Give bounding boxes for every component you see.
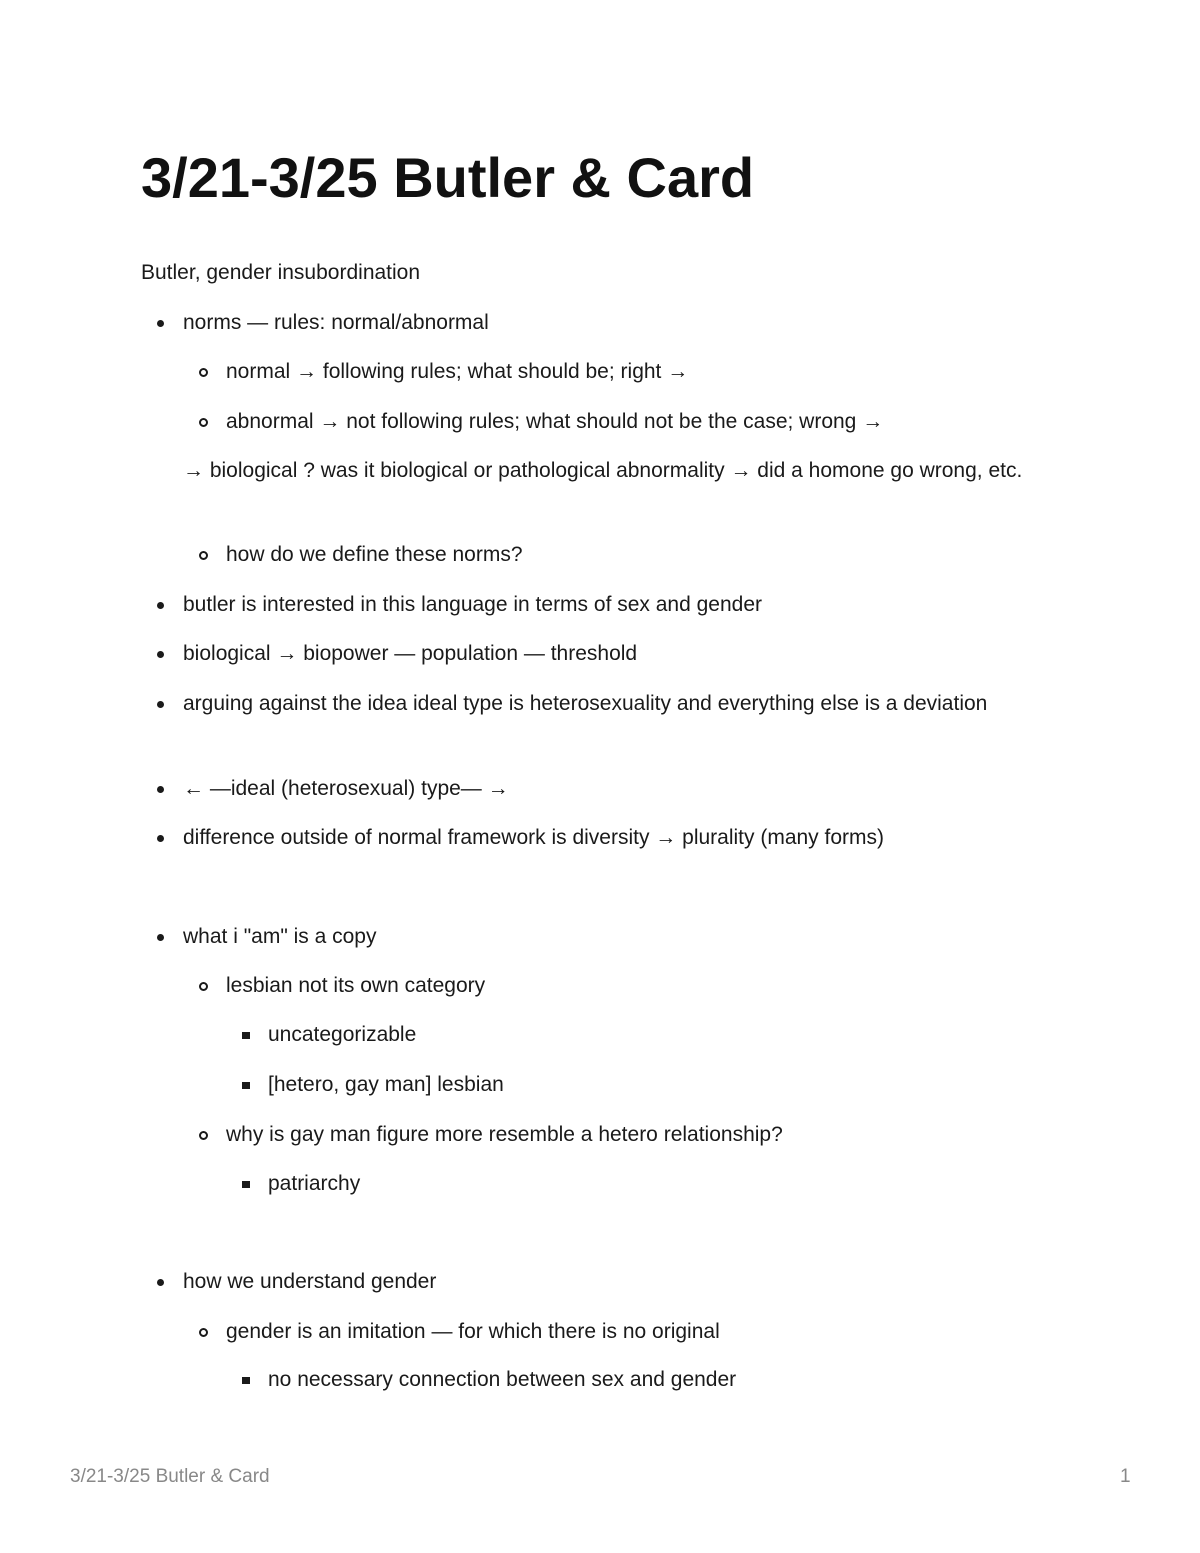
list-item bbox=[268, 1017, 416, 1053]
intro-text: Butler, gender insubordination bbox=[141, 261, 421, 284]
list-item bbox=[183, 686, 1023, 722]
list-item bbox=[183, 587, 762, 623]
bullet-square-icon bbox=[242, 1032, 250, 1039]
list-item-text: uncategorizable bbox=[268, 1023, 417, 1046]
footer-title: 3/21-3/25 Butler & Card bbox=[70, 1466, 270, 1487]
list-item-text: no necessary connection between sex and gender bbox=[268, 1368, 737, 1391]
bullet-circle-icon bbox=[199, 368, 208, 377]
bullet-circle-icon bbox=[199, 418, 208, 427]
list-item bbox=[183, 305, 489, 341]
page-number: 1 bbox=[1120, 1466, 1131, 1487]
bullet-disc-icon bbox=[157, 1279, 164, 1286]
list-item-text: what i "am" is a copy bbox=[183, 925, 377, 948]
bullet-disc-icon bbox=[157, 701, 164, 708]
list-item bbox=[226, 537, 523, 573]
list-item bbox=[226, 1314, 720, 1350]
bullet-circle-icon bbox=[199, 1328, 208, 1337]
bullet-disc-icon bbox=[157, 651, 164, 658]
bullet-square-icon bbox=[242, 1181, 250, 1188]
list-item bbox=[183, 919, 376, 955]
bullet-circle-icon bbox=[199, 1131, 208, 1140]
list-item bbox=[183, 771, 509, 807]
list-item bbox=[183, 636, 637, 672]
bullet-circle-icon bbox=[199, 982, 208, 991]
list-item-text: how do we define these norms? bbox=[226, 543, 523, 566]
list-item bbox=[226, 1117, 783, 1153]
list-item-text: patriarchy bbox=[268, 1172, 361, 1195]
paragraph-text: → biological ? was it biological or pathological abnormality → did a homone go wrong, etc. bbox=[183, 459, 1023, 482]
bullet-square-icon bbox=[242, 1082, 250, 1089]
bullet-disc-icon bbox=[157, 602, 164, 609]
list-item bbox=[268, 1362, 736, 1398]
list-item-text: biological → biopower — population — threshold bbox=[183, 642, 638, 665]
list-item-text: gender is an imitation — for which there is no original bbox=[226, 1320, 720, 1343]
list-item-text: butler is interested in this language in terms of sex and gender bbox=[183, 593, 763, 616]
bullet-circle-icon bbox=[199, 551, 208, 560]
list-item-text: ← —ideal (heterosexual) type— → bbox=[183, 777, 509, 800]
list-item-text: normal → following rules; what should be; right → bbox=[226, 360, 689, 383]
list-item-text: lesbian not its own category bbox=[226, 974, 486, 997]
bullet-disc-icon bbox=[157, 320, 164, 327]
bullet-disc-icon bbox=[157, 786, 164, 793]
list-item bbox=[226, 404, 883, 440]
list-item-text: arguing against the idea ideal type is heterosexuality and everything else is a deviation bbox=[183, 692, 988, 715]
page-title: 3/21-3/25 Butler & Card bbox=[141, 146, 755, 209]
list-item bbox=[226, 354, 688, 390]
bullet-disc-icon bbox=[157, 934, 164, 941]
list-item-text: abnormal → not following rules; what should not be the case; wrong → bbox=[226, 410, 884, 433]
list-item-text: why is gay man figure more resemble a hetero relationship? bbox=[226, 1123, 783, 1146]
list-item bbox=[268, 1166, 360, 1202]
list-item-text: how we understand gender bbox=[183, 1270, 437, 1293]
bullet-disc-icon bbox=[157, 835, 164, 842]
list-item bbox=[268, 1067, 504, 1103]
list-item-text: [hetero, gay man] lesbian bbox=[268, 1073, 504, 1096]
list-item bbox=[183, 820, 884, 856]
list-item bbox=[183, 1264, 436, 1300]
paragraph bbox=[183, 453, 1023, 489]
bullet-square-icon bbox=[242, 1377, 250, 1384]
list-item bbox=[226, 968, 485, 1004]
list-item-text: norms — rules: normal/abnormal bbox=[183, 311, 489, 334]
list-item-text: difference outside of normal framework is diversity → plurality (many forms) bbox=[183, 826, 885, 849]
